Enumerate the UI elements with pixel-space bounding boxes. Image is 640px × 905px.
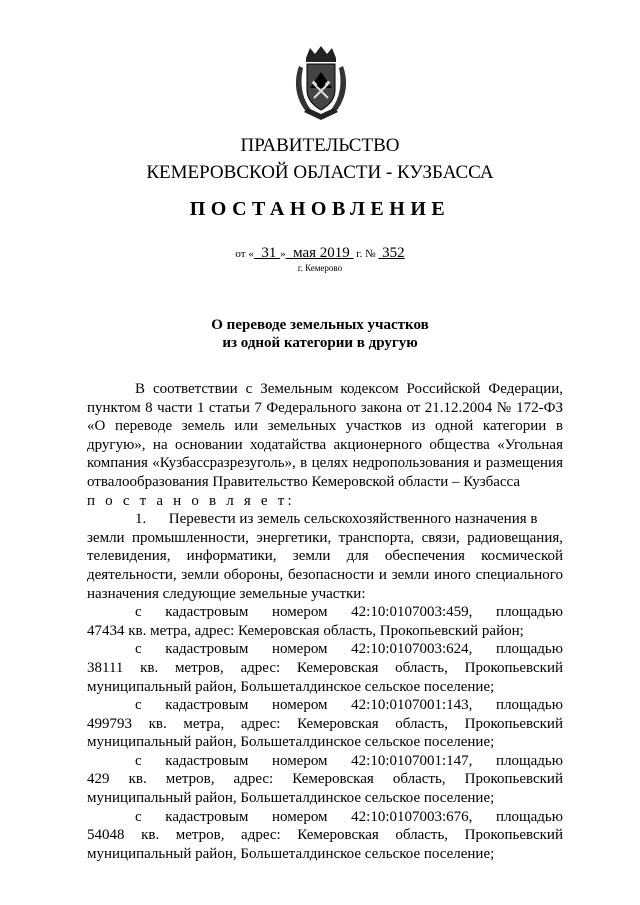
plot-word: площадью [496,604,563,621]
plot-details: 429 кв. метров, адрес: Кемеровская область, Прокопьевский муниципальный район, Большеталдинское сельское поселение; [87,771,563,807]
coat-of-arms-emblem [290,44,352,122]
plot-word: площадью [496,641,563,658]
item-1 [87,510,563,529]
date-day: 31 [261,245,277,261]
plot-word: кадастровым [165,604,249,621]
plot-list [87,603,563,863]
plot-entry [87,640,563,696]
year-suffix: г. [356,248,363,260]
plot-header-line [87,752,563,771]
document-type-title: ПОСТАНОВЛЕНИЕ [189,198,451,220]
plot-word: номером [271,641,328,658]
plot-word: номером [271,697,328,714]
plot-word: 42:10:0107003:459, [351,604,473,621]
plot-entry [87,603,563,640]
plot-entry [87,752,563,808]
plot-word: с [135,604,142,621]
plot-word: 42:10:0107003:676, [351,808,473,825]
date-mid: » [280,248,286,260]
item-number: 1. [135,511,147,528]
plot-details: 54048 кв. метров, адрес: Кемеровская область, Прокопьевский муниципальный район, Большеталдинское сельское поселение; [87,827,563,862]
plot-details: 47434 кв. метра, адрес: Кемеровская область, Прокопьевский район; [87,622,524,639]
plot-details: 499793 кв. метра, адрес: Кемеровская область, Прокопьевский муниципальный район, Большеталдинское сельское поселение; [87,715,563,751]
document-date-number [0,246,640,261]
plot-word: кадастровым [165,697,249,714]
plot-word: 42:10:0107003:624, [351,641,473,658]
city-name: г. Кемерово [297,263,343,273]
subject-line1: О переводе земельных участков [211,317,429,333]
subject-line2: из одной категории в другую [222,335,418,351]
plot-header-line [87,640,563,659]
plot-word: площадью [496,697,563,714]
plot-word: площадью [496,752,563,769]
plot-word: с [135,808,142,825]
plot-details: 38111 кв. метров, адрес: Кемеровская область, Прокопьевский муниципальный район, Большеталдинское сельское поселение; [87,659,563,695]
item-lead: Перевести из земель сельскохозяйственного назначения в [168,511,538,528]
date-month-year: мая 2019 [293,245,350,261]
plot-word: кадастровым [165,808,249,825]
authority-name-line2: КЕМЕРОВСКОЙ ОБЛАСТИ - КУЗБАССА [146,162,494,183]
document-number: 352 [382,245,405,261]
plot-word: площадью [496,808,563,825]
item-1-text: земли промышленности, энергетики, транспорта, связи, радиовещания, телевидения, информатики, земли для обеспечения космической деятельности, земли обороны, безопасности и земли иного специального назначения следующие земельные участки: [87,529,563,602]
plot-word: номером [271,604,328,621]
date-prefix: от « [235,248,254,260]
plot-word: номером [271,808,328,825]
plot-word: с [135,641,142,658]
decree-word: п о с т а н о в л я е т: [87,492,295,509]
number-label: № [365,248,376,260]
plot-word: с [135,697,142,714]
plot-word: 42:10:0107001:143, [351,697,473,714]
plot-header-line [87,603,563,622]
plot-word: кадастровым [165,641,249,658]
plot-header-line [87,696,563,715]
plot-entry [87,808,563,864]
plot-entry [87,696,563,752]
document-body [87,380,563,863]
plot-word: с [135,752,142,769]
plot-word: кадастровым [165,752,249,769]
intro-paragraph: В соответствии с Земельным кодексом Российской Федерации, пунктом 8 части 1 статьи 7 Федерального закона от 21.12.2004 № 172-ФЗ «О переводе земель или земельных участков из одной категории в другую», на основании ходатайства акционерного общества «Угольная компания «Кузбассразрезуголь», в целях недропользования и размещения отвалообразования Правительство Кемеровской области – Кузбасса [87,381,563,490]
plot-word: номером [271,752,328,769]
authority-name-line1: ПРАВИТЕЛЬСТВО [240,135,400,156]
plot-word: 42:10:0107001:147, [351,752,473,769]
plot-header-line [87,808,563,827]
